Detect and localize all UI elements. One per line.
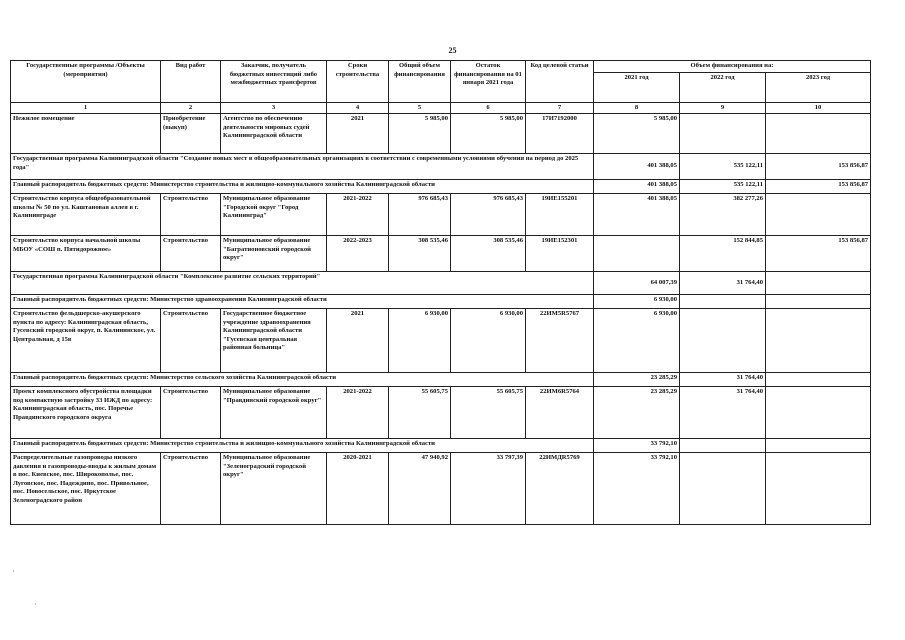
funding-2021 xyxy=(594,236,680,272)
object-name: Строительство корпуса начальной школы МБОУ «СОШ п. Пятидорожное» xyxy=(11,236,161,272)
funding-2021: 23 285,29 xyxy=(594,387,680,439)
customer: Муниципальное образование "Зеленоградский городской округ" xyxy=(221,453,327,525)
header-funding: Объем финансирования на: xyxy=(594,61,871,73)
program-row xyxy=(11,154,871,180)
total: 47 940,92 xyxy=(389,453,451,525)
terms: 2021-2022 xyxy=(327,194,389,236)
total: 55 605,75 xyxy=(389,387,451,439)
work-type: Приобретение (выкуп) xyxy=(161,114,221,154)
manager-title: Главный распорядитель бюджетных средств: Министерство сельского хозяйства Калининградской области xyxy=(11,373,594,387)
header-total: Общий объем финансирования xyxy=(389,61,451,103)
funding-2022 xyxy=(680,114,766,154)
funding-2021: 401 388,05 xyxy=(594,194,680,236)
funding-2021: 33 792,10 xyxy=(594,453,680,525)
funding-2023 xyxy=(766,194,871,236)
funding-2022: 31 764,40 xyxy=(680,272,766,295)
customer: Агентство по обеспечению деятельности мировых судей Калининградской области xyxy=(221,114,327,154)
code: 22ИМ5R5767 xyxy=(526,309,594,373)
funding-2022 xyxy=(680,439,766,453)
funding-2023 xyxy=(766,114,871,154)
col-number: 3 xyxy=(221,102,327,114)
work-type: Строительство xyxy=(161,194,221,236)
terms: 2021-2022 xyxy=(327,387,389,439)
col-number: 2 xyxy=(161,102,221,114)
total: 5 985,00 xyxy=(389,114,451,154)
funding-2022: 31 764,40 xyxy=(680,373,766,387)
balance: 55 605,75 xyxy=(451,387,526,439)
funding-2022 xyxy=(680,453,766,525)
funding-2023: 153 856,87 xyxy=(766,154,871,180)
balance: 6 930,00 xyxy=(451,309,526,373)
header-year-2021: 2021 год xyxy=(594,72,680,102)
work-type: Строительство xyxy=(161,236,221,272)
customer: Муниципальное образование "Правдинский городской округ" xyxy=(221,387,327,439)
funding-2022: 535 122,11 xyxy=(680,180,766,194)
funding-2021: 5 985,00 xyxy=(594,114,680,154)
col-number: 6 xyxy=(451,102,526,114)
table-row xyxy=(11,114,871,154)
table-row xyxy=(11,309,871,373)
header-code: Код целевой статьи xyxy=(526,61,594,103)
funding-2022 xyxy=(680,295,766,309)
col-number: 8 xyxy=(594,102,680,114)
funding-2023 xyxy=(766,373,871,387)
terms: 2020-2021 xyxy=(327,453,389,525)
object-name: Строительство фельдшерско-акушерского пункта по адресу: Калининградская область, Гусевский городской округ, п. Калининское, ул. Центральная, д 15в xyxy=(11,309,161,373)
header-customer: Заказчик, получатель бюджетных инвестиций либо межбюджетных трансфертов xyxy=(221,61,327,103)
object-name: Распределительные газопроводы низкого давления и газопроводы-вводы к жилым домам в пос. Киевское, пос. Широкополье, пос. Луговское, пос. Надеждино, пос. Привольное, пос. Новосельское, пос. Иркутское Зеленоградского район xyxy=(11,453,161,525)
funding-2023 xyxy=(766,387,871,439)
balance: 33 797,39 xyxy=(451,453,526,525)
code: 19ИЕ155201 xyxy=(526,194,594,236)
page-number: 25 xyxy=(448,46,457,55)
funding-2021: 23 285,29 xyxy=(594,373,680,387)
total: 308 535,46 xyxy=(389,236,451,272)
manager-title: Главный распорядитель бюджетных средств: Министерство строительства и жилищно-коммунального хозяйства Калининградской области xyxy=(11,180,594,194)
funding-2023: 153 856,87 xyxy=(766,236,871,272)
col-number: 1 xyxy=(11,102,161,114)
manager-row xyxy=(11,373,871,387)
code: 22ИМ6R5764 xyxy=(526,387,594,439)
manager-title: Главный распорядитель бюджетных средств: Министерство здравоохранения Калининградской области xyxy=(11,295,594,309)
program-title: Государственная программа Калининградской области "Комплексное развитие сельских территорий" xyxy=(11,272,594,295)
table-row xyxy=(11,194,871,236)
work-type: Строительство xyxy=(161,453,221,525)
funding-2022 xyxy=(680,309,766,373)
funding-2021: 6 930,00 xyxy=(594,309,680,373)
code: 22ИМДR5769 xyxy=(526,453,594,525)
object-name: Нежилое помещение xyxy=(11,114,161,154)
funding-2023: 153 856,87 xyxy=(766,180,871,194)
customer: Государственное бюджетное учреждение здравоохранения Калининградской области "Гусевская центральная районная больница" xyxy=(221,309,327,373)
manager-title: Главный распорядитель бюджетных средств: Министерство строительства и жилищно-коммунального хозяйства Калининградской области xyxy=(11,439,594,453)
table-row xyxy=(11,236,871,272)
terms: 2022-2023 xyxy=(327,236,389,272)
funding-2023 xyxy=(766,272,871,295)
terms: 2021 xyxy=(327,309,389,373)
manager-row xyxy=(11,439,871,453)
header-balance: Остаток финансирования на 01 января 2021 года xyxy=(451,61,526,103)
funding-2023 xyxy=(766,453,871,525)
balance: 976 685,43 xyxy=(451,194,526,236)
col-number: 10 xyxy=(766,102,871,114)
manager-row xyxy=(11,180,871,194)
funding-2022: 382 277,26 xyxy=(680,194,766,236)
scan-speck: · xyxy=(12,567,15,576)
header-program: Государственные программы /Объекты (мероприятия) xyxy=(11,61,161,103)
total: 976 685,43 xyxy=(389,194,451,236)
funding-2023 xyxy=(766,309,871,373)
table-row xyxy=(11,453,871,525)
customer: Муниципальное образование "Городской округ "Город Калининград" xyxy=(221,194,327,236)
financing-table xyxy=(10,60,871,525)
col-number: 5 xyxy=(389,102,451,114)
balance: 5 985,00 xyxy=(451,114,526,154)
customer: Муниципальное образование "Багратионовский городской округ" xyxy=(221,236,327,272)
col-number: 7 xyxy=(526,102,594,114)
work-type: Строительство xyxy=(161,309,221,373)
funding-2021: 401 388,05 xyxy=(594,154,680,180)
funding-2021: 6 930,00 xyxy=(594,295,680,309)
table-row xyxy=(11,387,871,439)
header-row-1 xyxy=(11,61,871,73)
object-name: Проект комплексного обустройства площадки под компактную застройку 33 ИЖД по адресу: Калининградская область, пос. Поречье Правдинского городского округа xyxy=(11,387,161,439)
header-work-type: Вид работ xyxy=(161,61,221,103)
terms: 2021 xyxy=(327,114,389,154)
work-type: Строительство xyxy=(161,387,221,439)
program-row xyxy=(11,272,871,295)
funding-2021: 64 007,39 xyxy=(594,272,680,295)
funding-2022: 152 844,85 xyxy=(680,236,766,272)
scan-speck: · xyxy=(34,600,37,609)
balance: 308 535,46 xyxy=(451,236,526,272)
funding-2023 xyxy=(766,439,871,453)
col-number: 4 xyxy=(327,102,389,114)
header-year-2023: 2023 год xyxy=(766,72,871,102)
funding-2021: 401 388,05 xyxy=(594,180,680,194)
funding-2023 xyxy=(766,295,871,309)
manager-row xyxy=(11,295,871,309)
code: 19ИЕ152301 xyxy=(526,236,594,272)
total: 6 930,00 xyxy=(389,309,451,373)
funding-2021: 33 792,10 xyxy=(594,439,680,453)
object-name: Строительство корпуса общеобразовательной школы № 50 по ул. Каштановая аллея в г. Калининграде xyxy=(11,194,161,236)
header-year-2022: 2022 год xyxy=(680,72,766,102)
code: 17И7192000 xyxy=(526,114,594,154)
col-number: 9 xyxy=(680,102,766,114)
funding-2022: 535 122,11 xyxy=(680,154,766,180)
funding-2022: 31 764,40 xyxy=(680,387,766,439)
program-title: Государственная программа Калининградской области "Создание новых мест в общеобразовательных организациях в соответствии с современными условиями обучения на период до 2025 года" xyxy=(11,154,594,180)
header-terms: Сроки строительства xyxy=(327,61,389,103)
column-number-row xyxy=(11,102,871,114)
